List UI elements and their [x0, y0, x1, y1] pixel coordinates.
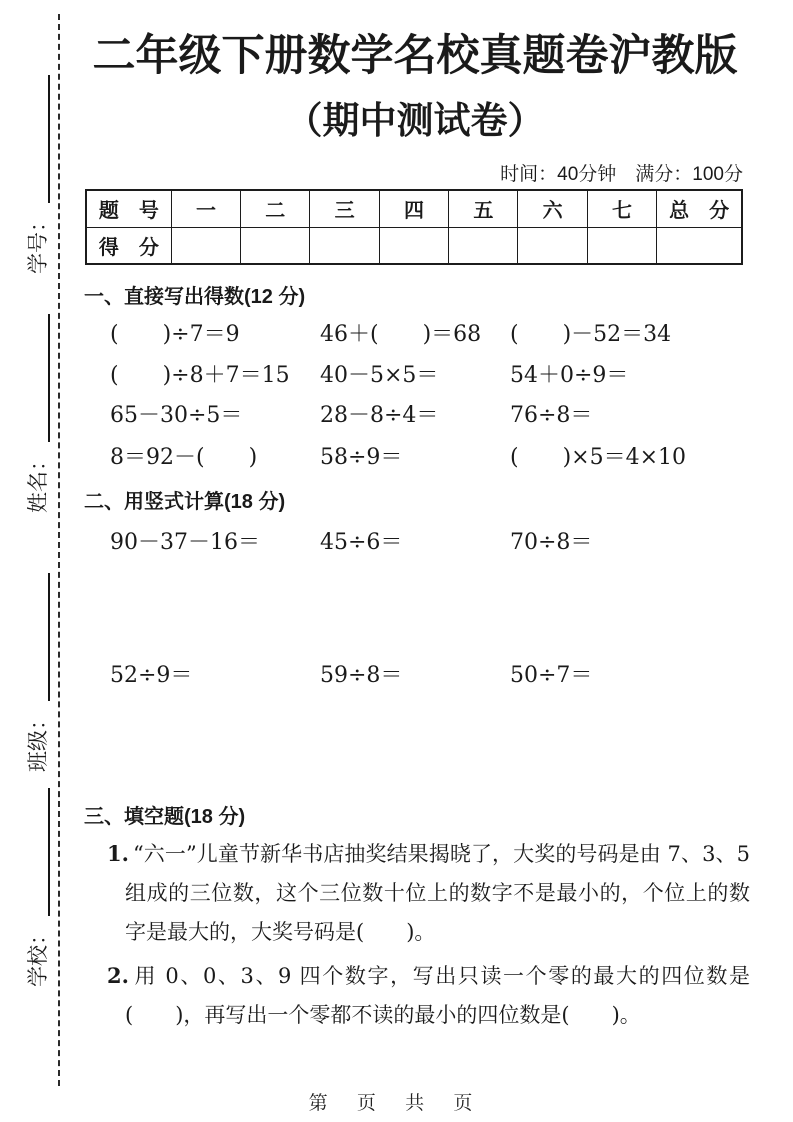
equation: ( )÷7＝9: [110, 322, 240, 347]
class-field: [20, 572, 50, 772]
equation: 59÷8＝: [320, 663, 403, 688]
col-header-6: 六: [518, 190, 587, 227]
equation-row: [85, 363, 750, 389]
score-table-header-row: [86, 190, 742, 227]
equation: 52÷9＝: [110, 663, 193, 688]
equation: 50÷7＝: [510, 663, 593, 688]
col-header-5: 五: [449, 190, 518, 227]
score-cell: [310, 227, 379, 264]
problem-text: 用 0、0、3、9 四个数字，写出只读一个零的最大的四位数是( )，再写出一个零都不读的最小的四位数是( )。: [125, 964, 750, 1027]
col-header-3: 三: [310, 190, 379, 227]
equation: ( )－52＝34: [510, 322, 672, 347]
student-id-blank: [45, 75, 50, 203]
equation: 28－8÷4＝: [320, 403, 439, 428]
col-header-4: 四: [379, 190, 448, 227]
equation-row: [85, 322, 750, 348]
score-row-label: 得 分: [86, 227, 171, 264]
equation: 90－37－16＝: [110, 530, 260, 555]
equation-row: [85, 403, 750, 429]
equation-row: [85, 663, 750, 689]
equation: 76÷8＝: [510, 403, 593, 428]
student-id-label: 学号：: [26, 211, 50, 274]
class-blank: [45, 573, 50, 701]
student-name-label: 姓名：: [26, 450, 50, 513]
col-header-1: 一: [171, 190, 240, 227]
equation: 45÷6＝: [320, 530, 403, 555]
section1-heading: 一、直接写出得数(12 分): [84, 286, 306, 308]
exam-time-score-info: 时间：40分钟 满分：100分: [500, 164, 743, 185]
score-cell: [587, 227, 656, 264]
school-label: 学校：: [26, 924, 50, 987]
score-cell: [518, 227, 587, 264]
school-field: [20, 787, 50, 987]
student-name-blank: [45, 314, 50, 442]
score-cell: [379, 227, 448, 264]
score-table-score-row: [86, 227, 742, 264]
page-subtitle: （期中测试卷）: [285, 100, 545, 141]
problem-text: “六一”儿童节新华书店抽奖结果揭晓了，大奖的号码是由 7、3、5 组成的三位数，这个三位数十位上的数字不是最小的，个位上的数字是最大的，大奖号码是( )。: [125, 842, 750, 944]
equation: 70÷8＝: [510, 530, 593, 555]
score-cell: [657, 227, 742, 264]
col-header-2: 二: [241, 190, 310, 227]
question-number-header: 题 号: [86, 190, 171, 227]
section2-heading: 二、用竖式计算(18 分): [84, 491, 286, 513]
equation: 8＝92－( ): [110, 445, 258, 470]
problem-number: 2.: [107, 963, 129, 988]
school-blank: [45, 788, 50, 916]
problem-number: 1.: [107, 841, 129, 866]
equation: 46＋( )＝68: [320, 322, 482, 347]
equation: ( )÷8＋7＝15: [110, 363, 290, 388]
equation: ( )×5＝4×10: [510, 445, 687, 470]
equation: 54＋0÷9＝: [510, 363, 629, 388]
score-table: [85, 189, 743, 265]
student-name-field: [20, 313, 50, 513]
fold-dashed-line: [58, 14, 60, 1086]
equation: 65－30÷5＝: [110, 403, 243, 428]
class-label: 班级：: [26, 709, 50, 772]
equation: 40－5×5＝: [320, 363, 439, 388]
fill-blank-problem-1: [85, 834, 750, 952]
fill-blank-problem-2: [85, 956, 750, 1035]
score-cell: [171, 227, 240, 264]
equation-row: [85, 445, 750, 471]
equation-row: [85, 530, 750, 556]
total-score-header: 总 分: [657, 190, 742, 227]
page-footer: 第 页 共 页: [308, 1093, 485, 1114]
equation: 58÷9＝: [320, 445, 403, 470]
col-header-7: 七: [587, 190, 656, 227]
page-title: 二年级下册数学名校真题卷沪教版: [92, 32, 738, 80]
score-cell: [449, 227, 518, 264]
student-id-field: [20, 74, 50, 274]
score-cell: [241, 227, 310, 264]
section3-heading: 三、填空题(18 分): [84, 806, 246, 828]
